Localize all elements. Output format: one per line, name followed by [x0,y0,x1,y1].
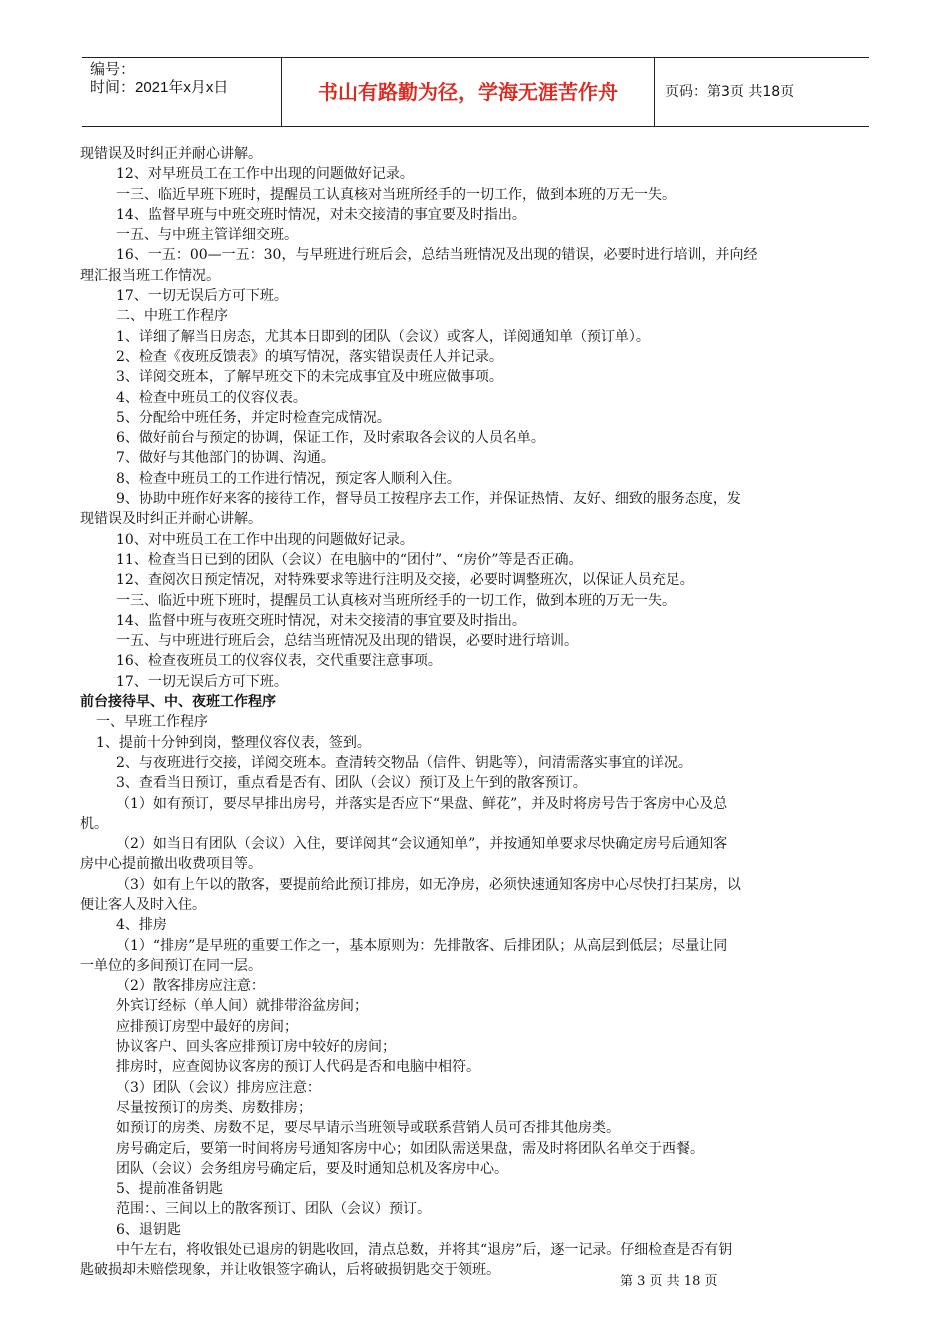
header-meta [82,58,282,126]
text-line: （2）散客排房应注意： [116,978,265,995]
text-line: 机。 [80,815,108,832]
text-line: 7、做好与其他部门的协调、沟通。 [116,450,335,467]
text-line: （1）“排房”是早班的重要工作之一，基本原则为：先排散客、后排团队；从高层到低层；尽量让同 [116,937,728,954]
text-line: 一、早班工作程序 [96,714,208,731]
text-line: 6、退钥匙 [116,1221,181,1238]
text-line: （2）如当日有团队（会议）入住，要详阅其“会议通知单”，并按通知单要求尽快确定房号后通知客 [116,836,728,853]
text-line: 16、一五：00—一五：30，与早班进行班后会，总结当班情况及出现的错误，必要时进行培训，并向经 [116,247,758,264]
number-label: 编号： [90,61,136,78]
text-line: 17、一切无误后方可下班。 [116,288,288,305]
text-line: 3、详阅交班本，了解早班交下的未完成事宜及中班应做事项。 [116,369,503,386]
text-line: （3）团队（会议）排房应注意： [116,1079,321,1096]
text-line: 外宾订经标（单人间）就排带浴盆房间； [116,998,368,1015]
text-line: 6、做好前台与预定的协调，保证工作，及时索取各会议的人员名单。 [116,430,545,447]
text-line: 9、协助中班作好来客的接待工作，督导员工按程序去工作，并保证热情、友好、细致的服务态度，发 [116,491,741,508]
text-line: 理汇报当班工作情况。 [80,267,220,284]
text-line: 17、一切无误后方可下班。 [116,673,288,690]
text-line: 2、与夜班进行交接，详阅交班本。查清转交物品（信件、钥匙等），问清需落实事宜的详况。 [116,754,692,771]
text-line: 8、检查中班员工的工作进行情况，预定客人顺利入住。 [116,470,461,487]
section-heading: 前台接待早、中、夜班工作程序 [80,694,276,711]
text-line: 二、中班工作程序 [116,308,228,325]
text-line: 如预订的房类、房数不足，要尽早请示当班领导或联系营销人员可否排其他房类。 [116,1120,620,1137]
text-line: 14、监督早班与中班交班时情况，对未交接清的事宜要及时指出。 [116,206,526,223]
header-motto: 书山有路勤为径，学海无涯苦作舟 [282,58,655,126]
text-line: 便让客人及时入住。 [80,896,206,913]
text-line: （1）如有预订，要尽早排出房号，并落实是否应下“果盘、鲜花”，并及时将房号告于客房中心及总 [116,795,728,812]
text-line: 3、查看当日预订，重点看是否有、团队（会议）预订及上午到的散客预订。 [116,775,587,792]
header-page-info: 页码：第3页 共18页 [665,84,795,100]
text-line: 房中心提前撤出收费项目等。 [80,856,262,873]
text-line: 排房时，应查阅协议客房的预订人代码是否和电脑中相符。 [116,1059,480,1076]
text-line: 1、详细了解当日房态，尤其本日即到的团队（会议）或客人，详阅通知单（预订单）。 [116,328,650,345]
text-line: 团队（会议）会务组房号确定后，要及时通知总机及客房中心。 [116,1160,508,1177]
text-line: 一五、与中班主管详细交班。 [116,227,298,244]
text-line: 5、分配给中班任务，并定时检查完成情况。 [116,409,391,426]
text-line: 一单位的多间预订在同一层。 [80,957,262,974]
text-line: 2、检查《夜班反馈表》的填写情况，落实错误责任人并记录。 [116,348,503,365]
text-line: （3）如有上午以的散客，要提前给此预订排房，如无净房，必须快速通知客房中心尽快打扫某房，以 [116,876,741,893]
text-line: 4、排房 [116,917,167,934]
text-line: 5、提前准备钥匙 [116,1181,223,1198]
text-line: 10、对中班员工在工作中出现的问题做好记录。 [116,531,414,548]
text-line: 现错误及时纠正并耐心讲解。 [80,146,262,162]
text-line: 中午左右，将收银处已退房的钥匙收回，清点总数，并将其“退房”后，逐一记录。仔细检查是否有钥 [116,1242,733,1259]
text-line: 一三、临近中班下班时，提醒员工认真核对当班所经手的一切工作，做到本班的万无一失。 [116,592,676,609]
document-body [80,144,872,1281]
text-line: 一五、与中班进行班后会，总结当班情况及出现的错误，必要时进行培训。 [116,633,578,650]
text-line: 12、对早班员工在工作中出现的问题做好记录。 [116,166,414,183]
time-label: 时间：2021年x月x日 [90,79,229,96]
text-line: 11、检查当日已到的团队（会议）在电脑中的“团付”、“房价”等是否正确。 [116,551,583,568]
text-line: 1、提前十分钟到岗，整理仪容仪表，签到。 [96,734,371,751]
page-header [82,57,869,127]
text-line: 12、查阅次日预定情况，对特殊要求等进行注明及交接，必要时调整班次，以保证人员充足。 [116,572,694,589]
text-line: 范围：、三间以上的散客预订、团队（会议）预订。 [116,1201,431,1218]
text-line: 现错误及时纠正并耐心讲解。 [80,511,262,528]
text-line: 匙破损却未赔偿现象，并让收银签字确认，后将破损钥匙交于领班。 [80,1262,500,1279]
page-footer: 第 3 页 共 18 页 [620,1274,718,1289]
text-line: 一三、临近早班下班时，提醒员工认真核对当班所经手的一切工作，做到本班的万无一失。 [116,186,676,203]
text-line: 协议客户、回头客应排预订房中较好的房间； [116,1039,396,1056]
text-line: 房号确定后，要第一时间将房号通知客房中心；如团队需送果盘，需及时将团队名单交于西餐。 [116,1140,704,1157]
text-line: 4、检查中班员工的仪容仪表。 [116,389,307,406]
text-line: 14、监督中班与夜班交班时情况，对未交接清的事宜要及时指出。 [116,612,526,629]
text-line: 尽量按预订的房类、房数排房； [116,1099,312,1116]
text-line: 应排预订房型中最好的房间； [116,1018,298,1035]
text-line: 16、检查夜班员工的仪容仪表，交代重要注意事项。 [116,653,442,670]
